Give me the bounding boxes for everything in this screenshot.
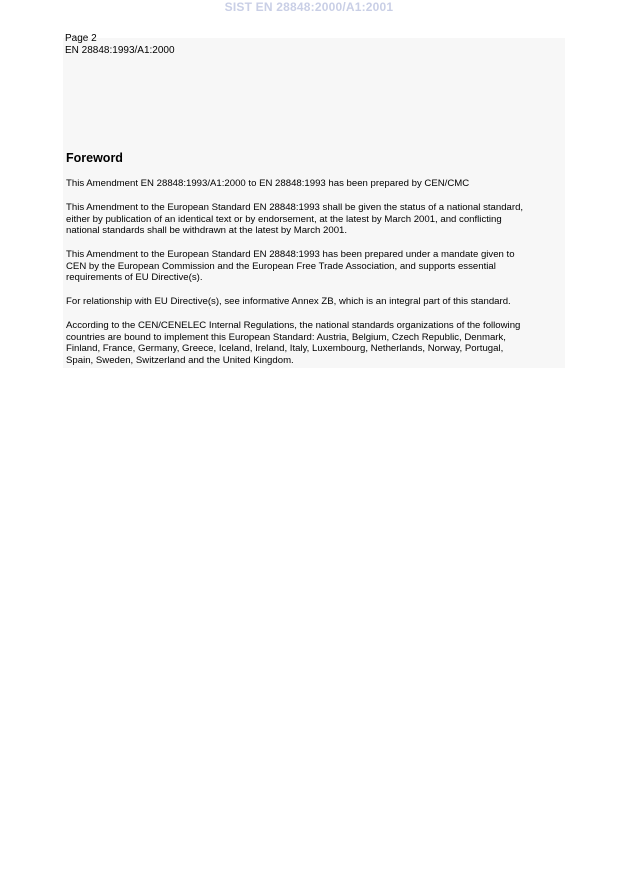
paragraph-line: countries are bound to implement this European Standard: Austria, Belgium, Czech Republic, Denmark,	[66, 331, 506, 343]
page-header	[65, 33, 175, 57]
paragraph-line: For relationship with EU Directive(s), see informative Annex ZB, which is an integral part of this standard.	[66, 296, 511, 307]
paragraph-line: requirements of EU Directive(s).	[66, 272, 203, 284]
foreword-paragraph	[66, 296, 566, 308]
paragraph-line: This Amendment to the European Standard EN 28848:1993 shall be given the status of a national standard,	[66, 202, 524, 213]
paragraph-line: national standards shall be withdrawn at the latest by March 2001.	[66, 225, 348, 237]
paragraph-line: Finland, France, Germany, Greece, Iceland, Ireland, Italy, Luxembourg, Netherlands, Norway, Portugal,	[66, 343, 504, 355]
paragraph-line: either by publication of an identical text or by endorsement, at the latest by March 2001, and conflicting	[66, 213, 502, 225]
document-id: EN 28848:1993/A1:2000	[65, 45, 175, 56]
foreword-paragraph	[66, 178, 566, 190]
paragraph-line: According to the CEN/CENELEC Internal Regulations, the national standards organizations of the following	[66, 320, 521, 331]
document-watermark: SIST EN 28848:2000/A1:2001	[224, 0, 394, 14]
paragraph-line: Spain, Sweden, Switzerland and the United Kingdom.	[66, 354, 294, 366]
paragraph-line: CEN by the European Commission and the European Free Trade Association, and supports essential	[66, 260, 496, 272]
foreword-paragraph	[66, 202, 566, 237]
paragraph-line: This Amendment to the European Standard EN 28848:1993 has been prepared under a mandate given to	[66, 249, 515, 260]
foreword-paragraph	[66, 320, 566, 366]
foreword-paragraph	[66, 249, 566, 284]
page-number: Page 2	[65, 33, 97, 44]
foreword-heading: Foreword	[66, 151, 123, 165]
paragraph-line: This Amendment EN 28848:1993/A1:2000 to EN 28848:1993 has been prepared by CEN/CMC	[66, 178, 470, 189]
